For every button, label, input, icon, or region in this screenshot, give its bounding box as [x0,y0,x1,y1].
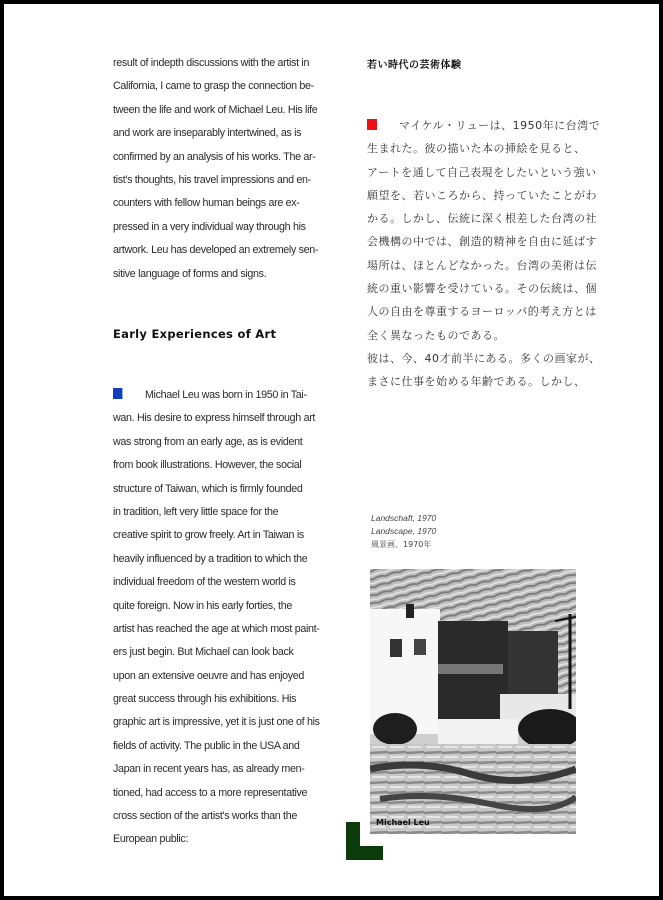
text-line-first [113,384,310,407]
chimney [406,604,414,618]
text-line: from book illustrations. However, the social [113,459,302,472]
figure-caption [371,512,436,551]
l-mark-horizontal [346,846,383,860]
text-line: structure of Taiwan, which is firmly founded [113,482,303,495]
text-line: 場所は、ほとんどなかった。台湾の美術は伝 [367,258,597,272]
japanese-column [367,56,607,389]
caption-german: Landschaft, 1970 [371,513,437,523]
text-line: かる。しかし、伝統に深く根差した台湾の社 [367,212,597,226]
text-line: 全く異なったものである。 [367,328,505,342]
text-line: pressed in a very individual way through his [113,220,306,233]
text-line: 生まれた。彼の描いた本の挿絵を見ると、 [367,142,586,156]
text-line: マイケル・リューは、1950年に台湾で [399,119,601,132]
text-line: quite foreign. Now in his early forties, the [113,599,292,612]
text-line-first [367,114,607,137]
text-line: ers just begin. But Michael can look back [113,646,294,659]
window [390,639,402,657]
balcony [438,664,503,674]
text-line: artist has reached the age at which most paint- [113,622,320,635]
bush [373,713,417,745]
body-paragraph [113,384,323,852]
text-line: European public: [113,833,189,846]
text-line: 人の自由を尊重するヨーロッパ的考え方とは [367,305,597,319]
section-heading: Early Experiences of Art [113,327,277,341]
text-line: heavily influenced by a tradition to which the [113,552,308,565]
painting-svg [370,569,576,834]
text-line: tioned, had access to a more representative [113,786,308,799]
text-line: wan. His desire to express himself through art [113,412,316,425]
text-line: cross section of the artist's works than the [113,810,297,823]
text-line: great success through his exhibitions. His [113,693,297,706]
text-line: 会機構の中では、創造的精神を自由に延ばす [367,235,597,249]
text-line: アートを通して自己表現をしたいという強い [367,165,597,179]
text-line: 統の重い影響を受けている。その伝統は、個 [367,282,597,296]
text-line: fields of activity. The public in the USA and [113,739,300,752]
blue-square-marker-icon [113,388,122,399]
intro-paragraph [113,52,323,286]
text-line: in tradition, left very little space for the [113,505,279,518]
text-line: upon an extensive oeuvre and has enjoyed [113,669,305,682]
text-line: sitive language of forms and signs. [113,267,267,280]
red-square-marker-icon [367,119,377,130]
base-wall [438,719,518,744]
text-line: and work are inseparably intertwined, as is [113,127,302,140]
text-line: Japan in recent years has, as already men- [113,763,305,776]
text-line: California, I came to grasp the connection be- [113,80,314,93]
text-line: まさに仕事を始める年齢である。しかし、 [367,375,586,389]
text-line: 願望を、若いころから、持っていたことがわ [367,188,597,202]
text-line: Michael Leu was born in 1950 in Tai- [144,389,307,401]
body-paragraph-ja [367,114,607,394]
artist-signature: Michael Leu [376,818,430,827]
text-line: creative spirit to grow freely. Art in Taiwan is [113,529,304,542]
text-line: individual freedom of the western world is [113,576,296,589]
caption-japanese: 風景画、1970年 [371,540,432,549]
text-line: artwork. Leu has developed an extremely sen- [113,244,319,257]
caption-english: Landscape, 1970 [371,526,437,536]
text-line: tist's thoughts, his travel impressions and en- [113,173,311,186]
text-line: was strong from an early age, as is evident [113,435,303,448]
text-line: result of indepth discussions with the artist in [113,57,310,69]
window [414,639,426,655]
dark-building-right [508,631,558,696]
text-line: counters with fellow human beings are ex- [113,197,300,210]
landscape-painting-image [370,569,576,834]
text-line: tween the life and work of Michael Leu. His life [113,103,318,116]
text-line: graphic art is impressive, yet it is just one of his [113,716,320,729]
text-line: 彼は、今、40才前半にある。多くの画家が、 [367,351,601,365]
text-line: confirmed by an analysis of his works. The ar- [113,150,316,163]
section-l-mark-icon [346,822,383,860]
section-heading-ja: 若い時代の芸術体験 [367,60,462,71]
